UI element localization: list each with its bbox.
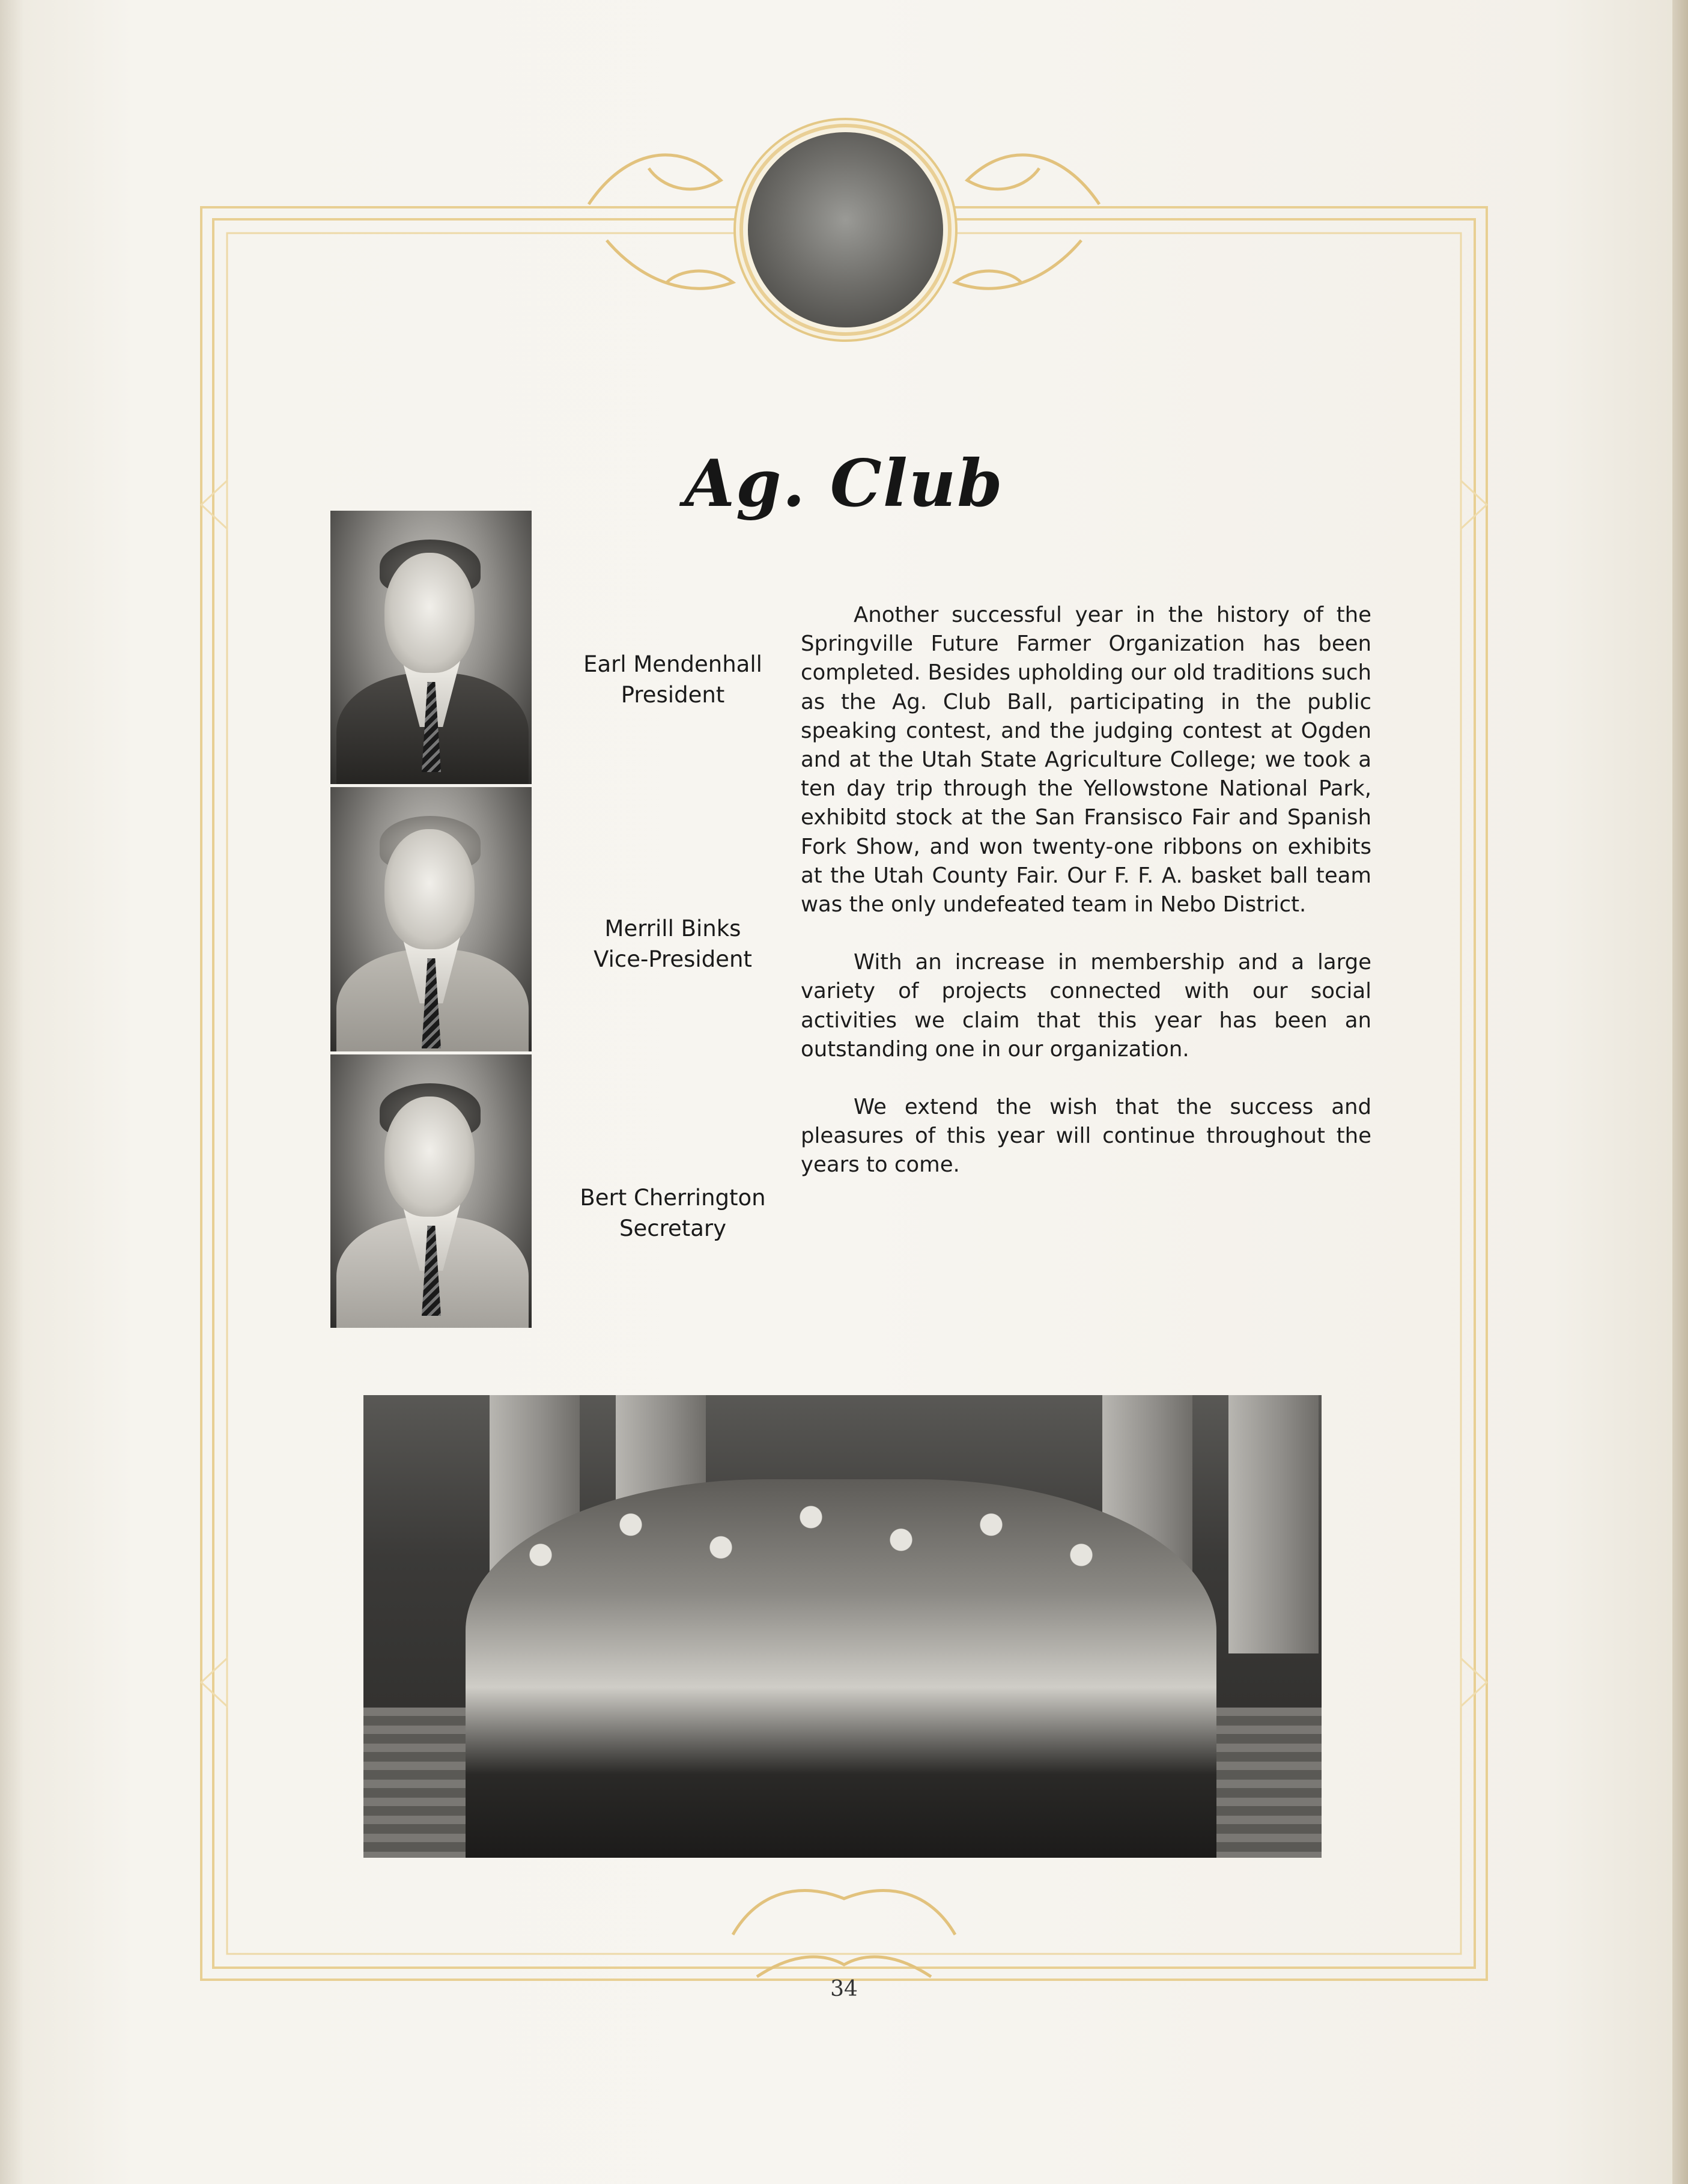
portrait-photo-president — [330, 511, 532, 784]
officer-name: Merrill Binks — [604, 916, 741, 941]
officer-caption-vice-president — [559, 913, 787, 975]
article-paragraph: Another successful year in the history of the Springville Future Farmer Organization has been completed. Besides upholding our old traditions such as the Ag. Club Ball, participating in the public speaking contest, and the judging contest at Ogden and at the Utah State Agriculture College; we took a ten day trip through the Yellowstone National Park, exhibitd stock at the San Fransisco Fair and Spanish Fork Show, and won twenty-one ribbons on exhibits at the Utah County Fair. Our F. F. A. basket ball team was the only undefeated team in Nebo District. — [801, 603, 1371, 917]
officer-role: President — [621, 682, 725, 708]
officer-name: Bert Cherrington — [580, 1185, 766, 1211]
group-photo — [363, 1395, 1322, 1858]
officer-caption-president — [559, 649, 787, 710]
officer-name: Earl Mendenhall — [583, 651, 762, 677]
portrait-photo-secretary — [330, 1054, 532, 1328]
medallion-lake-photo — [748, 132, 943, 327]
article-text — [801, 601, 1371, 1209]
officer-caption-secretary — [559, 1182, 787, 1244]
portrait-photo-vice-president — [330, 787, 532, 1051]
article-paragraph: We extend the wish that the success and pleasures of this year will continue throughout the years to come. — [801, 1095, 1371, 1178]
article-paragraph: With an increase in membership and a large variety of projects connected with our social activities we claim that this year has been an outstanding one in our organization. — [801, 950, 1371, 1062]
officer-role: Vice-President — [594, 946, 752, 972]
page-title: Ag. Club — [684, 446, 1004, 522]
officer-role: Secretary — [619, 1215, 727, 1241]
page-number: 34 — [830, 1977, 858, 2001]
